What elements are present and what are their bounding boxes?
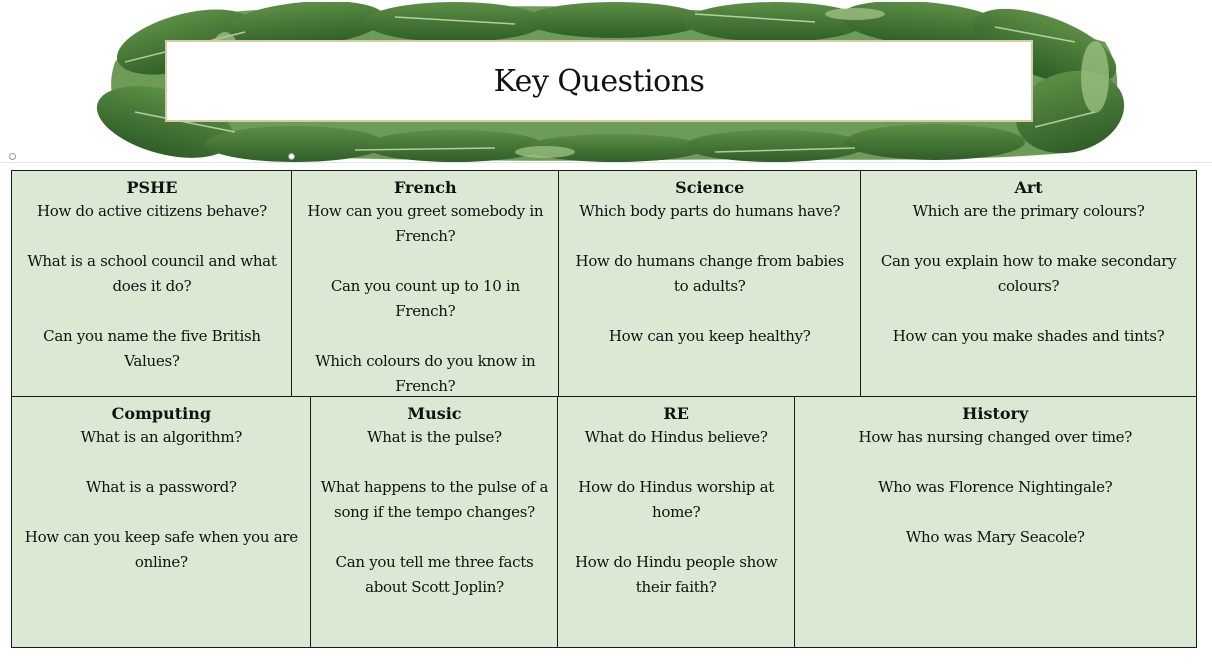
question: How do active citizens behave? [37,202,267,220]
subject-cell-re [557,396,795,649]
subject-heading: RE [663,403,689,423]
question: How can you keep safe when you are online? [24,527,298,571]
question: Can you tell me three facts about Scott Joplin? [335,552,534,596]
question: How has nursing changed over time? [858,427,1132,446]
subject-cell-history [794,396,1197,649]
question: How do Hindus worship at home? [578,477,775,521]
question: What is an algorithm? [80,427,243,446]
subject-cell-computing [11,396,312,649]
resize-handle[interactable] [288,153,295,160]
subject-cell-french [291,170,559,397]
question: What is the pulse? [367,427,502,446]
question: How do humans change from babies to adults? [575,252,844,295]
question: What happens to the pulse of a song if the tempo changes? [320,477,549,521]
subject-heading: French [393,178,457,197]
question: How can you make shades and tints? [892,327,1165,345]
question: What do Hindus believe? [584,427,768,446]
resize-handle[interactable] [9,153,16,160]
title-box [165,40,1033,122]
subject-cell-science [558,170,862,397]
subject-cell-art [860,170,1197,397]
subject-heading: Art [1014,178,1043,197]
question: What is a school council and what does it do? [27,252,277,295]
subject-row-2 [11,397,1197,648]
subject-heading: History [962,403,1029,423]
question: Which body parts do humans have? [579,202,841,220]
question: Can you name the five British Values? [43,327,261,370]
question: Can you explain how to make secondary colours? [880,252,1177,295]
question: How can you keep healthy? [608,327,811,345]
question: What is a password? [85,477,237,496]
subject-heading: PSHE [126,178,178,197]
question: Who was Florence Nightingale? [878,477,1113,496]
subject-heading: Computing [111,403,212,423]
subject-heading: Science [675,178,745,197]
question: How do Hindu people show their faith? [575,552,778,596]
divider [0,162,1212,163]
subject-cell-pshe [11,170,293,397]
question: Which are the primary colours? [912,202,1145,220]
subject-row-1 [11,170,1197,397]
page-title: Key Questions [493,63,705,99]
subject-cell-music [310,396,559,649]
question: Can you count up to 10 in French? [330,277,520,320]
question: Who was Mary Seacole? [905,527,1085,546]
subject-heading: Music [407,403,462,423]
question: Which colours do you know in French? [315,352,536,395]
question: How can you greet somebody in French? [307,202,544,245]
